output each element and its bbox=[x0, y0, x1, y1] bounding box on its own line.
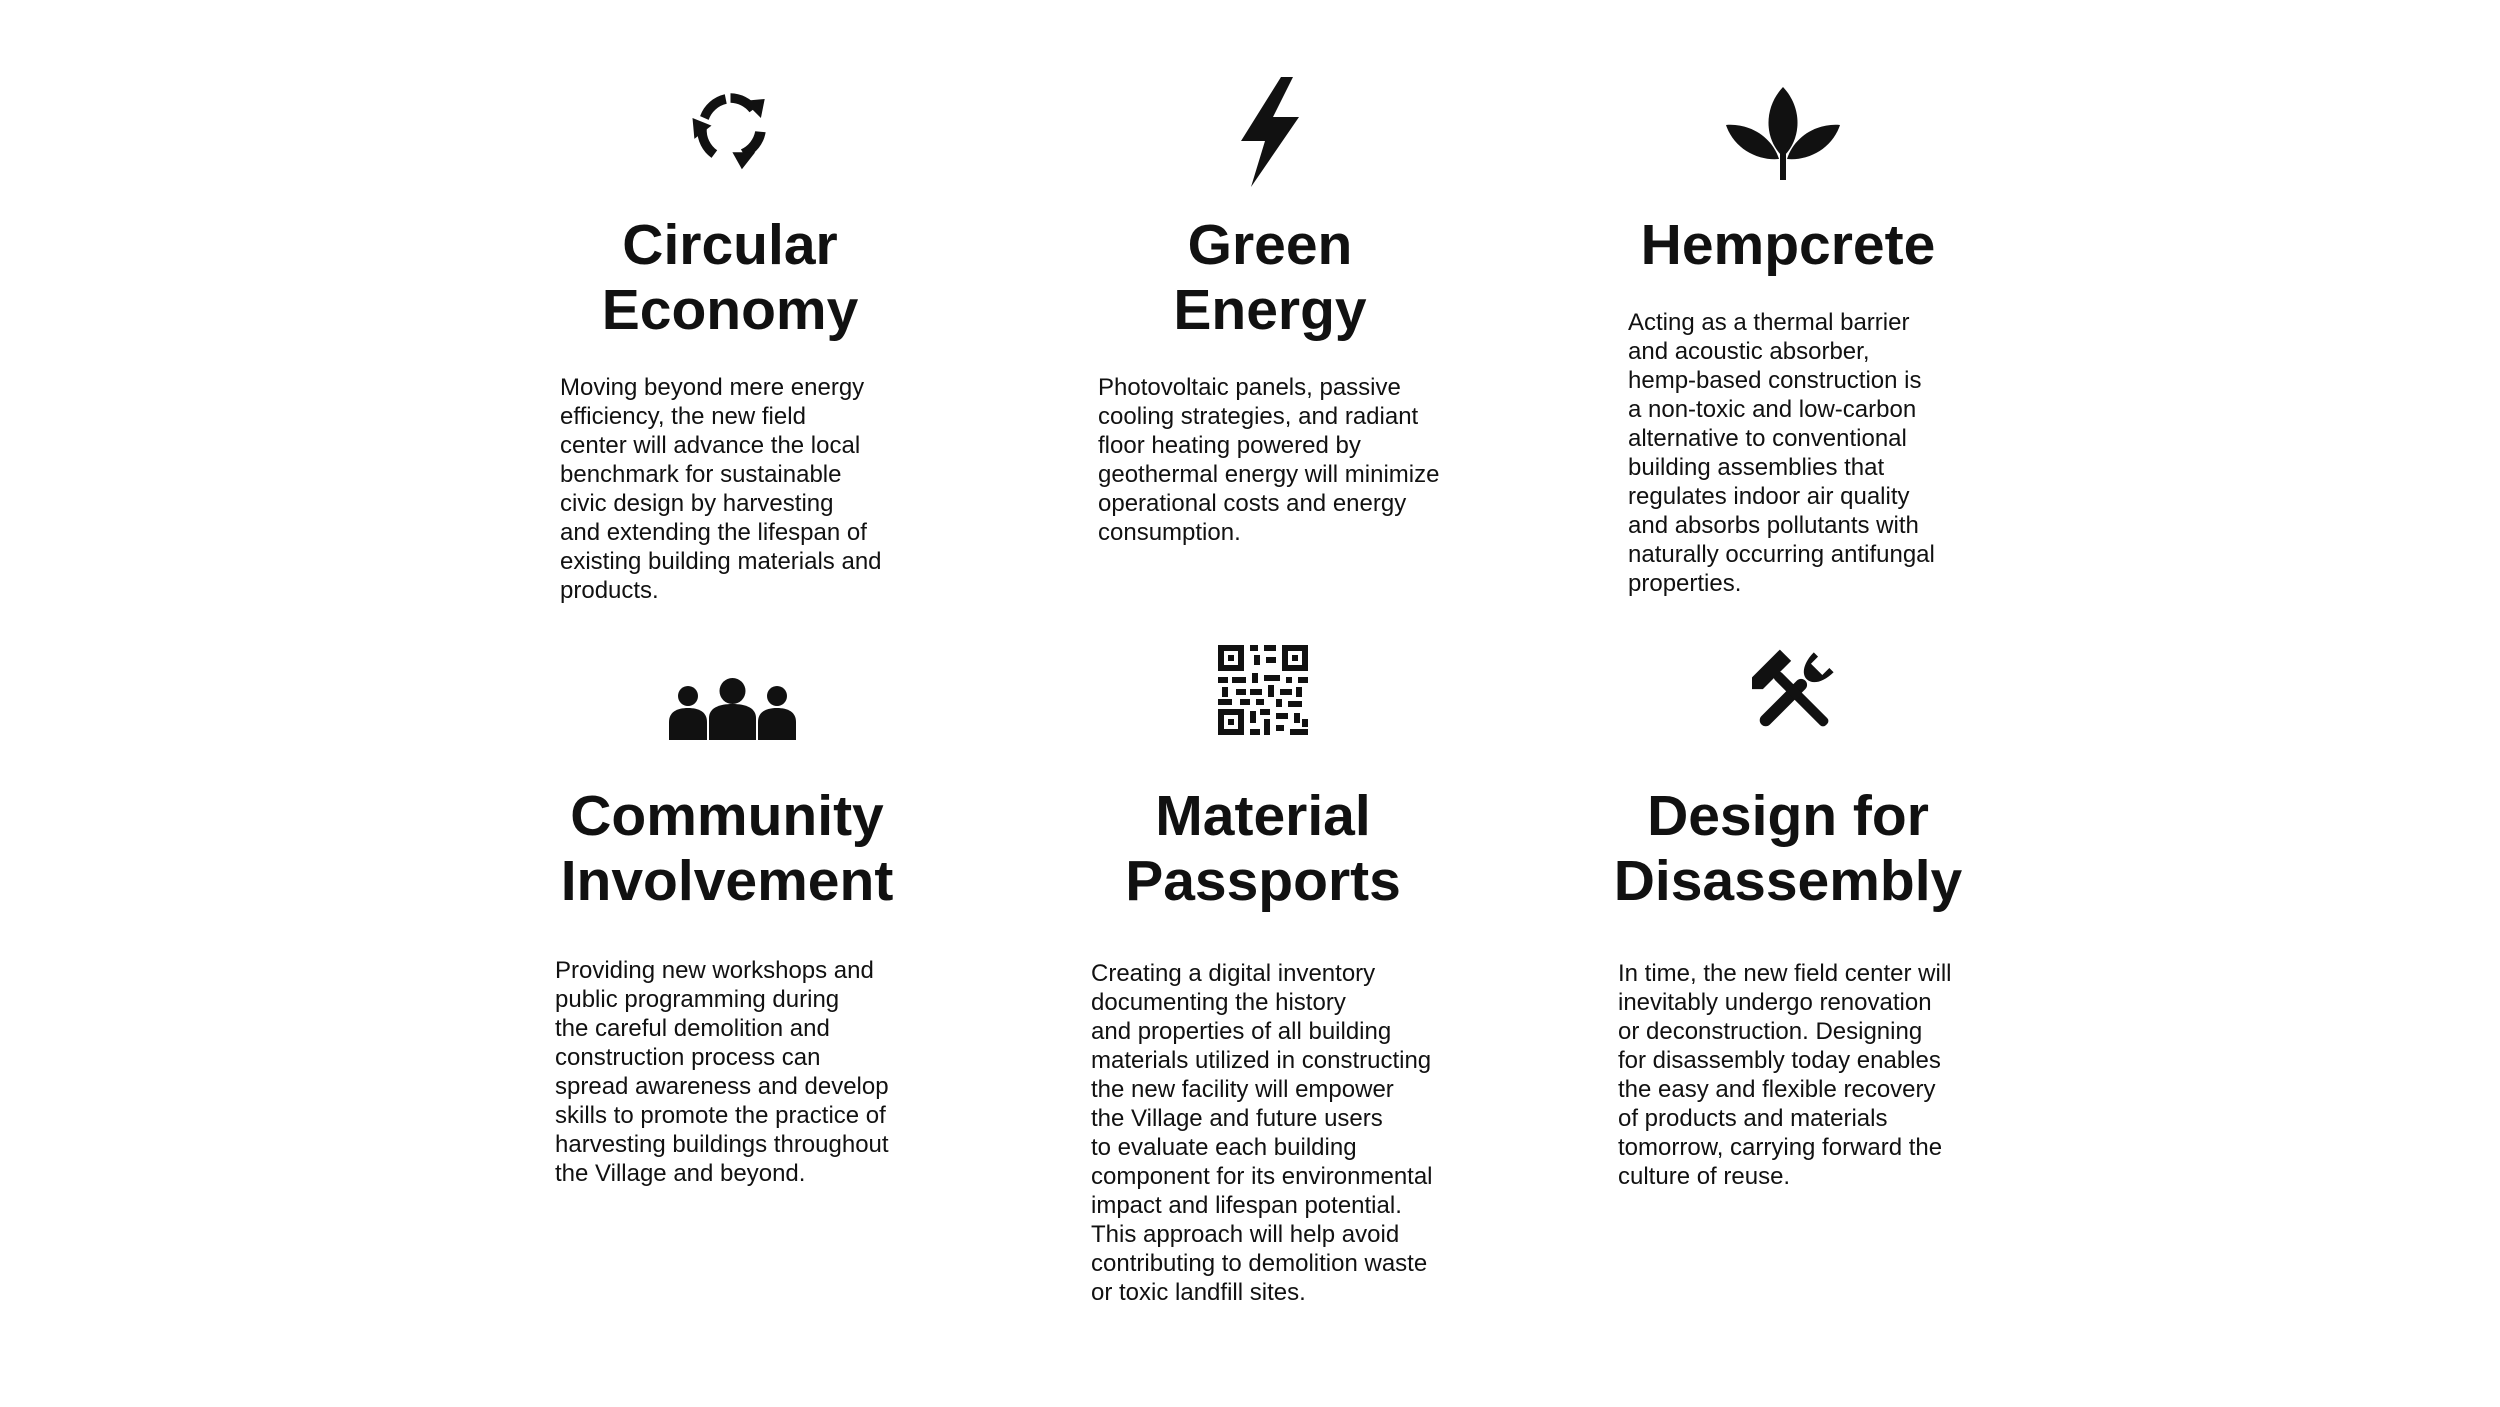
lightning-bolt-icon bbox=[1235, 77, 1305, 187]
card-description: Photovoltaic panels, passive cooling strategies, and radiant floor heating powered by geothermal energy will minimize operational costs and energy consumption. bbox=[1098, 374, 1440, 546]
leaf-icon bbox=[1724, 85, 1842, 180]
card-title: Green Energy bbox=[1173, 213, 1367, 342]
people-group-icon bbox=[665, 678, 800, 740]
card-description: Moving beyond mere energy efficiency, the new field center will advance the local benchmark for sustainable civic design by harvesting and extending the lifespan of existing building materials and products. bbox=[560, 374, 882, 604]
hammer-wrench-icon bbox=[1752, 646, 1837, 738]
card-title: Community Involvement bbox=[560, 784, 894, 913]
card-description: Creating a digital inventory documenting the history and properties of all building materials utilized in constructing the new facility will empower the Village and future users to evaluate each building component for its environmental impact and lifespan potential. This approach will help avoid contributing to demolition waste or toxic landfill sites. bbox=[1091, 960, 1433, 1306]
card-description: Providing new workshops and public programming during the careful demolition and construction process can spread awareness and develop skills to promote the practice of harvesting buildings throughout the Village and beyond. bbox=[555, 957, 889, 1187]
card-description: Acting as a thermal barrier and acoustic absorber, hemp-based construction is a non-toxic and low-carbon alternative to conventional building assemblies that regulates indoor air quality and absorbs pollutants with naturally occurring antifungal properties. bbox=[1628, 309, 1935, 597]
card-description: In time, the new field center will inevitably undergo renovation or deconstruction. Designing for disassembly today enables the easy and flexible recovery of products and materials tomorrow, carrying forward the culture of reuse. bbox=[1618, 960, 1952, 1190]
qr-code-icon bbox=[1218, 645, 1308, 735]
card-title: Design for Disassembly bbox=[1613, 784, 1963, 913]
card-title: Circular Economy bbox=[601, 213, 859, 342]
recycle-arrows-icon bbox=[683, 80, 778, 175]
card-title: Hempcrete bbox=[1640, 213, 1936, 277]
card-title: Material Passports bbox=[1125, 784, 1401, 913]
